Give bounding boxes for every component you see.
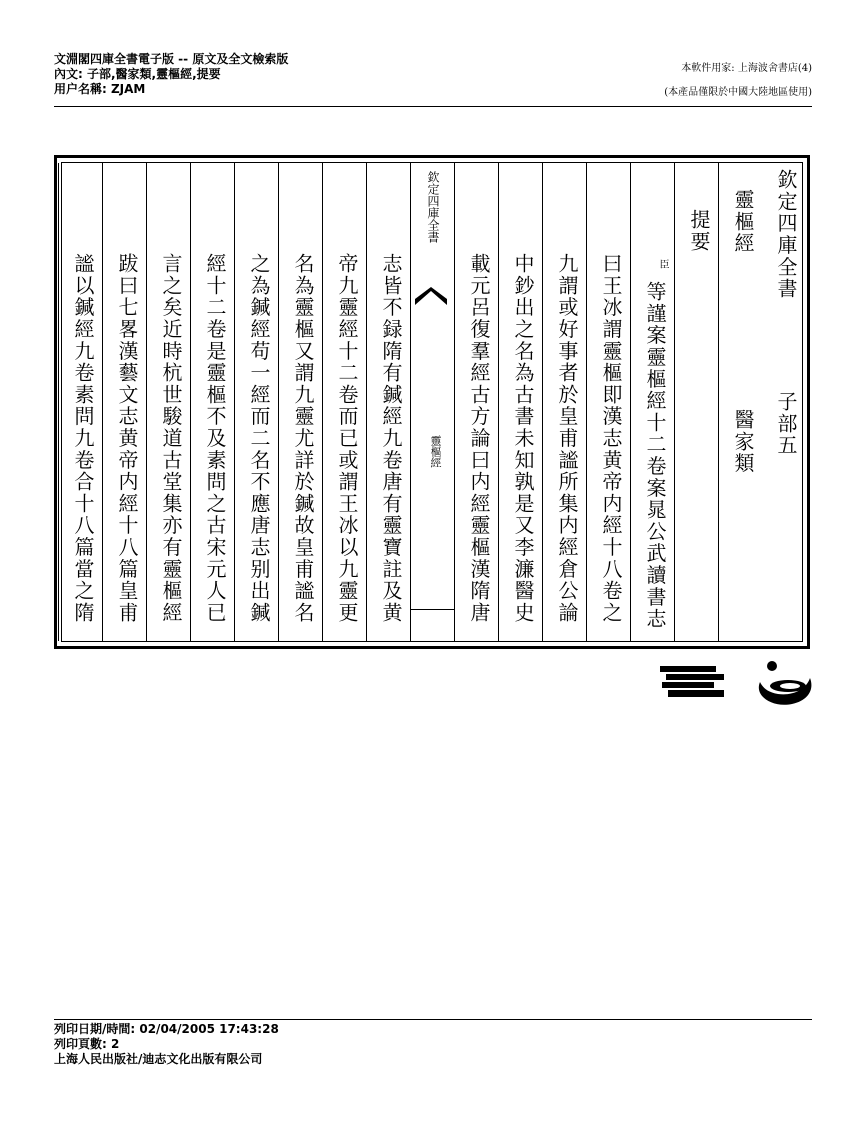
header-left xyxy=(54,52,288,97)
column-text: 曰王冰謂靈樞即漢志黄帝内經十八卷之 xyxy=(599,253,623,624)
column-text: 志皆不録隋有鍼經九卷唐有靈寶註及黄 xyxy=(379,253,403,624)
text-column xyxy=(498,163,542,641)
column-text: 欽定四庫全書 xyxy=(774,169,798,300)
text-column xyxy=(630,163,674,641)
publisher: 上海人民出版社/迪志文化出版有限公司 xyxy=(54,1052,263,1066)
text-column xyxy=(366,163,410,641)
column-text: 中鈔出之名為古書未知孰是又李濂醫史 xyxy=(511,253,535,624)
text-column xyxy=(190,163,234,641)
column-text: 名為靈樞又謂九靈尤詳於鍼故皇甫謐名 xyxy=(291,253,315,624)
text-column xyxy=(278,163,322,641)
column-text: 提要 xyxy=(687,209,711,253)
header-title: 文淵閣四庫全書電子版 -- 原文及全文檢索版 xyxy=(54,52,289,66)
license-region: (本產品僅限於中國大陸地區使用) xyxy=(664,87,812,98)
column-subtitle: 子部五 xyxy=(774,391,798,457)
column-text: 跋曰七畧漢藝文志黄帝内經十八篇皇甫 xyxy=(115,253,139,624)
print-datetime: 列印日期/時間: 02/04/2005 17:43:28 xyxy=(54,1022,279,1036)
fold-bottom-line xyxy=(411,609,455,610)
column-text: 經十二卷是靈樞不及素問之古宋元人已 xyxy=(203,253,227,624)
license-user: 本軟件用家: 上海波舍書店(4) xyxy=(681,63,812,74)
text-column xyxy=(674,163,718,641)
header-right xyxy=(664,57,812,105)
column-text: 謐以鍼經九卷素問九卷合十八篇當之隋 xyxy=(71,253,95,624)
header-username: 用户名稱: ZJAM xyxy=(54,82,146,96)
minister-prefix: 臣 xyxy=(657,259,668,271)
footer xyxy=(54,1022,279,1067)
fold-volume-title: 靈樞經 xyxy=(429,435,442,468)
page-frame xyxy=(54,155,810,649)
text-column xyxy=(718,163,762,641)
footer-divider xyxy=(54,1019,812,1020)
column-subtitle: 醫家類 xyxy=(731,409,755,475)
center-fold-column xyxy=(410,163,454,641)
text-column xyxy=(146,163,190,641)
text-column xyxy=(762,163,806,641)
text-column xyxy=(102,163,146,641)
text-column xyxy=(234,163,278,641)
print-page-count: 列印頁數: 2 xyxy=(54,1037,120,1051)
header-divider xyxy=(54,106,812,107)
header-content-path: 內文: 子部,醫家類,靈樞經,提要 xyxy=(54,67,221,81)
seal-swirl-logo xyxy=(752,660,816,714)
column-text: 載元呂復羣經古方論曰内經靈樞漢隋唐 xyxy=(467,253,491,624)
column-text: 帝九靈經十二卷而已或謂王冰以九靈更 xyxy=(335,253,359,624)
column-text: 言之矣近時杭世駿道古堂集亦有靈樞經 xyxy=(159,253,183,624)
fishtail-mark-icon xyxy=(415,287,447,305)
text-column xyxy=(58,163,102,641)
column-text: 等謹案靈樞經十二卷案晁公武讀書志 xyxy=(643,281,667,630)
text-column xyxy=(586,163,630,641)
text-column xyxy=(454,163,498,641)
fold-book-title: 欽定四庫全書 xyxy=(426,171,440,243)
text-column xyxy=(542,163,586,641)
page-columns xyxy=(61,162,803,642)
column-text: 九謂或好事者於皇甫謐所集内經倉公論 xyxy=(555,253,579,624)
column-text: 之為鍼經苟一經而二名不應唐志别出鍼 xyxy=(247,253,271,624)
book-stack-logo xyxy=(658,660,728,706)
column-text: 靈樞經 xyxy=(731,189,755,255)
text-column xyxy=(322,163,366,641)
